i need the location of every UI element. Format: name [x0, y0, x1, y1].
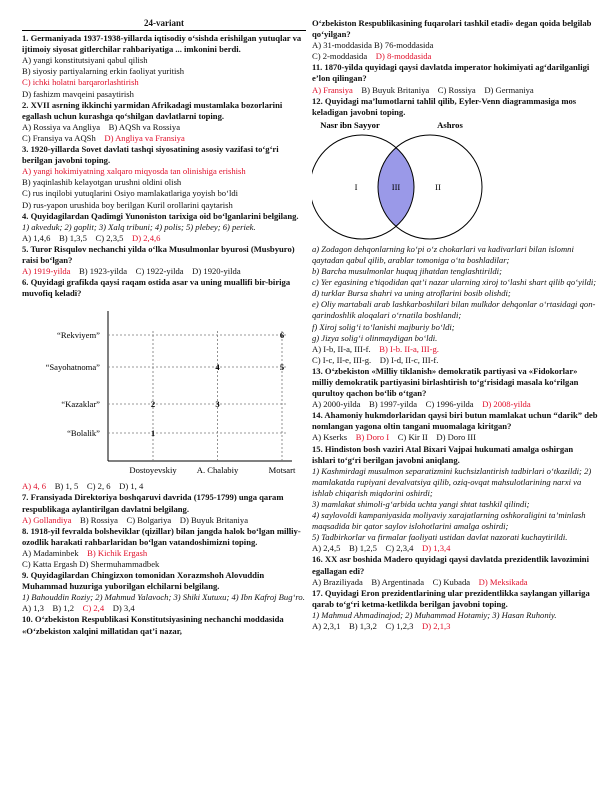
answer-option: C) 2-moddasida: [312, 51, 376, 62]
question-text: 12. Quyidagi ma’lumotlarni tahlil qilib, Eyler-Venn diagrammasiga mos keladigan javobni toping.: [312, 95, 577, 117]
answer-option: A) Braziliyada B) Argentinada C) Kubada: [312, 576, 479, 587]
correct-answer: B) Doro I: [355, 432, 390, 443]
chart-point-label: 1: [150, 428, 156, 439]
answer-options: [312, 577, 598, 588]
question-text: 6. Quyidagi grafikda qaysi raqam ostida asar va uning muallifi bir-biriga muvofiq keladi?: [22, 277, 291, 299]
question-text: 11. 1870-yilda quyidagi qaysi davlatda imperator hokimiyati ag‘darilganligi e’lon qilingan?: [312, 62, 590, 84]
chart-point-label: 2: [150, 399, 156, 410]
answer-option: B) 1, 5 C) 2, 6 D) 1, 4: [46, 481, 144, 492]
answer-option: D) fashizm mavqeini pasaytirish: [22, 88, 134, 99]
chart-row-label: “Sayohatnoma”: [45, 362, 100, 373]
answer-options: [312, 543, 598, 554]
question-text: O‘zbekiston Respublikasining fuqarolari tashkil etadi» degan qoida belgilab qo‘yilgan?: [312, 18, 592, 40]
chart-row-label: “Kazaklar”: [61, 399, 100, 410]
question-text: 9. Quyidagilardan Chingizxon tomonidan Xorazmshoh Alovuddin Muhammad huzuriga yuborilgan elchilarni belgilang.: [22, 570, 265, 592]
correct-answer: B) Kichik Ergash: [87, 547, 148, 558]
answer-options: [22, 233, 306, 244]
answer-option: D) rus-yapon urushida boy berilgan Kuril orollarini qaytarish: [22, 199, 233, 210]
correct-answer: D) 2008-yilda: [482, 399, 531, 410]
correct-answer: D) Angliya va Fransiya: [104, 132, 185, 143]
question-statements: 4) saylovoldi kampaniyasida moliyaviy xarajatlarning oshkoraligini ta’minlash maqsadida bir qator saylov islohotlarini amalga oshirdi;: [312, 510, 586, 532]
chart-category-label: Dostoyevskiy: [129, 465, 177, 476]
question-text: 16. XX asr boshida Madero quyidagi qaysi davlatda prezidentlik lavozimini egallagan edi?: [312, 554, 589, 576]
question-text: 13. O‘zbekiston «Milliy tiklanish» demokratik partiyasi va «Fidokorlar» milliy demokratik partiyasini birlashtirish to‘g‘risidagi masala ko‘rilgan qurultoy qachon bo‘lib o‘tgan?: [312, 365, 579, 399]
venn-left-label: Nasr ibn Sayyor: [320, 119, 380, 130]
question-text: 4. Quyidagilardan Qadimgi Yunoniston tarixiga oid bo‘lganlarini belgilang.: [22, 210, 299, 221]
answer-options: [22, 515, 306, 526]
answer-option: A) yangi konstitutsiyani qabul qilish: [22, 55, 148, 66]
answer-option: B) siyosiy partiyalarning erkin faoliyat yuritish: [22, 66, 185, 77]
answer-option: B) Rossiya C) Bolgariya D) Buyuk Britaniya: [71, 514, 249, 525]
question-text: 10. O‘zbekiston Respublikasi Konstitutsiyasining nechanchi moddasida «O‘zbekiston xalqini millatidan qat’i nazar,: [22, 614, 284, 636]
correct-answer: A) yangi hokimiyatning xalqaro miqyosda tan olinishiga erishish: [22, 166, 246, 177]
correct-answer: D) 2,1,3: [422, 621, 451, 632]
correct-answer: A) 1919-yilda: [22, 266, 71, 277]
answer-options: [312, 621, 598, 632]
right-column: [312, 18, 598, 632]
answer-option: C) Fransiya va AQSh: [22, 132, 105, 143]
answer-option: A) 31-moddasida B) 76-moddasida: [312, 40, 434, 51]
answer-option: A) 1,3 B) 1,2: [22, 603, 83, 614]
question-statements: 1) Bahouddin Roziy; 2) Mahmud Yalavoch; 3) Shiki Xutuxu; 4) Ibn Kafroj Bug‘ro.: [22, 592, 305, 603]
correct-answer: C) 2,4: [82, 603, 105, 614]
venn-region-middle: III: [391, 181, 401, 192]
correct-answer: A) 4, 6: [22, 481, 47, 492]
answer-option: B) yaqinlashib kelayotgan urushni oldini olish: [22, 177, 182, 188]
correct-answer: A) Gollandiya: [22, 514, 72, 525]
question-text: 1. Germaniyada 1937-1938-yillarda iqtisodiy o‘sishda erishilgan yutuqlar va ijtimoiy siyosat gitlerchilar rahbariyatiga ... imkonini berdi.: [22, 33, 302, 55]
answer-option: C) rus inqilobi yutuqlarini Osiyo mamlakatlariga yoyish bo‘ldi: [22, 188, 239, 199]
answer-option: A) 2000-yilda B) 1997-yilda C) 1996-yilda: [312, 399, 483, 410]
answer-options: [22, 548, 306, 559]
question-statements: g) Jizya solig‘i olinmaydigan bo‘ldi.: [312, 332, 438, 343]
question-text: 15. Hindiston bosh vaziri Atal Bixari Vajpai hukumati amalga oshirgan ishlari to‘g‘ri berilgan javobni aniqlang.: [312, 443, 574, 465]
correct-answer: D) 1,3,4: [422, 543, 451, 554]
correct-answer: C) ichki holatni barqarorlashtirish: [22, 77, 139, 88]
venn-region-right: II: [435, 181, 441, 192]
chart-point-label: 6: [279, 330, 285, 341]
answer-option: A) Kserks: [312, 432, 356, 443]
left-column: [22, 18, 306, 637]
variant-title: 24-variant: [22, 18, 306, 31]
question-statements: 5) Tadbirkorlar va firmalar faoliyati ustidan davlat nazorati kuchaytirildi.: [312, 532, 568, 543]
question-statements: 1) akveduk; 2) goplit; 3) Xalq tribuni; 4) polis; 5) plebey; 6) periek.: [22, 221, 256, 232]
question-statements: f) Xiroj solig‘i to‘lanishi majburiy bo‘ldi;: [312, 321, 455, 332]
question-statements: 3) mamlakat shimoli-g‘arbida uchta yangi shtat tashkil qilindi;: [312, 499, 530, 509]
answer-options: [22, 603, 306, 614]
answer-option: A) Rossiya va Angliya B) AQSh va Rossiya: [22, 121, 181, 132]
answer-option: A) 1,4,6 B) 1,3,5 C) 2,3,5: [22, 232, 133, 243]
correct-answer: A) Fransiya: [312, 84, 353, 95]
answer-option: C) I-c, II-e, III-g. D) I-d, II-c, III-f.: [312, 354, 439, 365]
venn-diagram: [312, 119, 598, 243]
question-statements: e) Oliy martabali arab lashkarboshilari bilan mulkdor dehqonlar o‘rtasidagi qon-qarindoshlik aloqalari o‘rnatila boshlandi;: [312, 299, 596, 321]
answer-option: B) Buyuk Britaniya C) Rossiya D) Germaniya: [352, 84, 534, 95]
venn-svg: [312, 119, 598, 243]
chart-point-label: 4: [215, 362, 220, 373]
answer-option: A) Madaminbek: [22, 547, 88, 558]
chart-category-label: Motsart: [268, 465, 296, 476]
answer-options: [22, 266, 306, 277]
answer-options: [312, 432, 598, 443]
chart-row-label: “Rekviyem”: [57, 330, 100, 341]
venn-region-left: I: [354, 181, 358, 192]
question-text: 8. 1918-yil fevralda bolsheviklar (qizillar) bilan jangda halok bo‘lgan milliy-ozodlik harakati rahbarlaridan bo‘lgan vatandoshimizni toping.: [22, 525, 301, 547]
question-statements: d) turklar Bursa shahri va uning atroflarini bosib olishdi;: [312, 288, 511, 299]
answer-options: [312, 51, 598, 62]
chart-point-label: 5: [279, 362, 285, 373]
question-statements: b) Barcha musulmonlar huquq jihatdan tenglashtirildi;: [312, 266, 502, 277]
question-text: 2. XVII asrning ikkinchi yarmidan Afrikadagi mustamlaka bozorlarini egallash uchun kurashga qo‘shilgan davlatlarni toping.: [22, 99, 283, 121]
question-statements: 1) Kashmirdagi musulmon separatizmini kuchsizlantirish tadbirlari o‘tkazildi; 2) mamlakatda rupiyani devalvatsiya qilib, oziq-ovqat mahsulotlarining narxi va ishlab chiqarish miqdorini oshirdi;: [312, 465, 592, 498]
correct-answer: D) Meksikada: [478, 576, 528, 587]
answer-option: A) I-b, II-a, III-f.: [312, 343, 380, 354]
chart-svg: [22, 301, 306, 479]
correct-answer: B) I-b. II-a, III-g.: [379, 343, 439, 354]
question-text: 14. Ahamoniy hukmdorlaridan qaysi biri butun mamlakat uchun “darik” deb nomlangan yagona oltin tangani muomalaga kiritgan?: [312, 410, 598, 432]
answer-options: [312, 344, 598, 355]
answer-option: D) 3,4: [104, 603, 135, 614]
venn-right-label: Ashros: [437, 119, 463, 130]
answer-options: [22, 481, 306, 492]
correct-answer: D) 2,4,6: [132, 232, 161, 243]
question-text: 7. Fransiyada Direktoriya boshqaruvi davrida (1795-1799) unga qaram respublikaga aylantirilgan davlatni belgilang.: [22, 492, 284, 514]
question-text: 5. Turor Risqulov nechanchi yilda o‘lka Musulmonlar byurosi (Musbyuro) raisi bo‘lgan?: [22, 243, 295, 265]
answer-options: [312, 399, 598, 410]
answer-options: [22, 122, 306, 133]
answer-option: A) 2,4,5 B) 1,2,5 C) 2,3,4: [312, 543, 423, 554]
chart-category-label: A. Chalabiy: [196, 465, 239, 476]
question-text: 3. 1920-yillarda Sovet davlati tashqi siyosatining asosiy vazifasi to‘g‘ri berilgan javobni toping.: [22, 144, 279, 166]
question-statements: a) Zodagon dehqonlarning ko‘pi o‘z chokarlari va kadivarlari bilan islomni qaytadan qabul qilib, arablar tomoniga o‘ta boshladilar;: [312, 243, 574, 265]
question-text: 17. Quyidagi Eron prezidentlarining ular prezidentlikka saylangan yillariga qarab to‘g‘ri ketma-ketlikda berilgan javobni toping.: [312, 587, 590, 609]
answer-option: B) 1923-yilda C) 1922-yilda D) 1920-yilda: [70, 266, 241, 277]
question-statements: c) Yer egasining e’tiqodidan qat’i nazar ularning xiroj to‘lashi shart qilib qo‘yildi;: [312, 277, 597, 288]
answer-option: C) Katta Ergash D) Shermuhammadbek: [22, 559, 160, 569]
chart-row-label: “Bolalik”: [67, 428, 100, 439]
chart-point-label: 3: [215, 399, 220, 410]
question-statements: 1) Mahmud Ahmadinajod; 2) Muhammad Hotamiy; 3) Hasan Ruhoniy.: [312, 609, 557, 620]
chart-figure: [22, 301, 306, 479]
answer-option: C) Kir II D) Doro III: [389, 432, 476, 443]
correct-answer: D) 8-moddasida: [375, 51, 432, 62]
answer-options: [312, 85, 598, 96]
answer-option: A) 2,3,1 B) 1,3,2 C) 1,2,3: [312, 621, 423, 632]
answer-options: [312, 355, 598, 366]
answer-options: [22, 133, 306, 144]
